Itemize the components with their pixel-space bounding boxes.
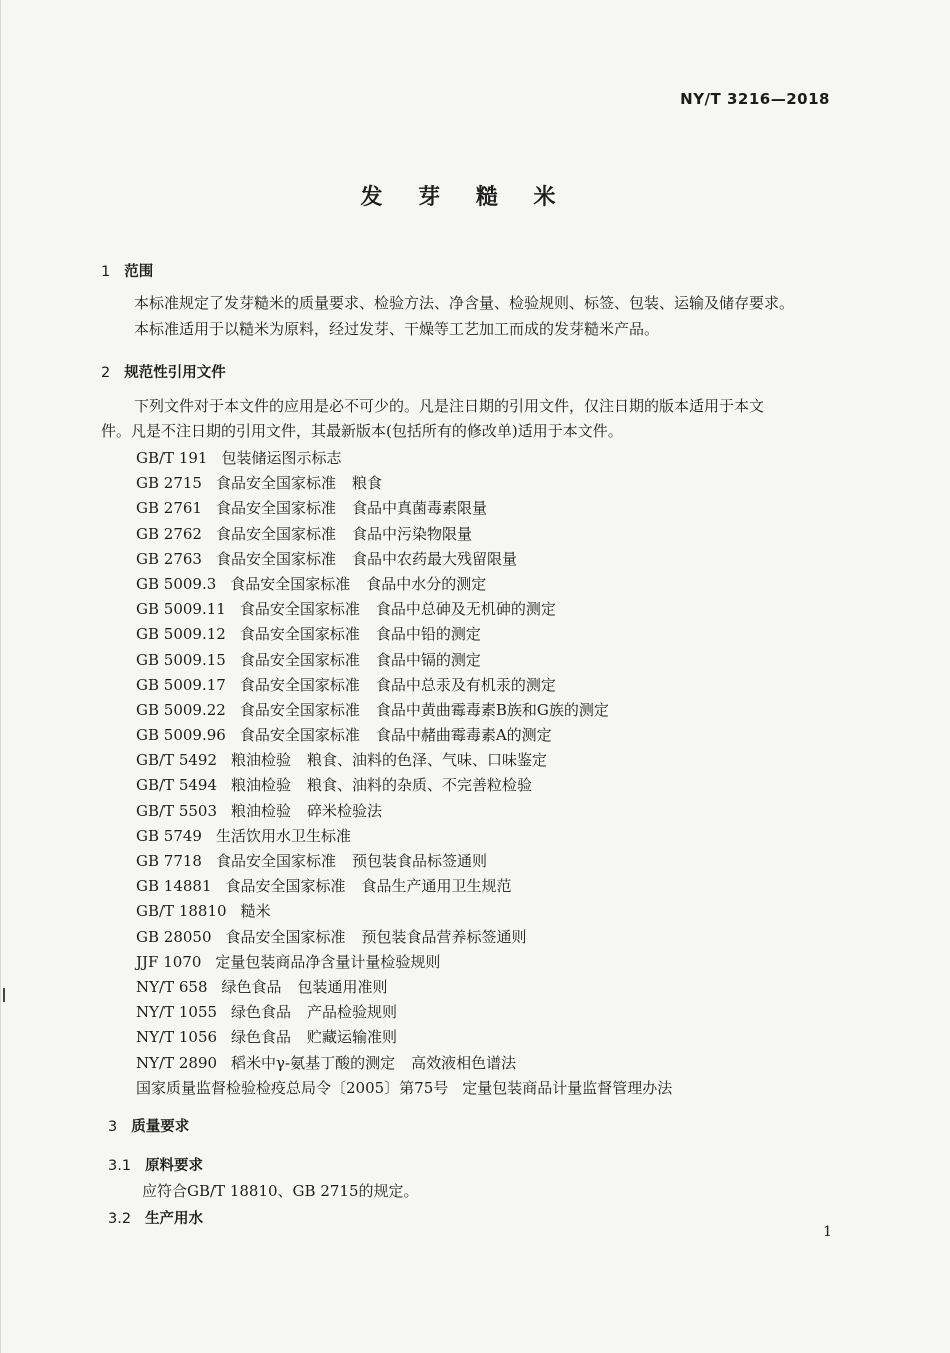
- raw-material-requirement: 应符合GB/T 18810、GB 2715的规定。: [142, 1182, 419, 1200]
- list-item: [136, 975, 688, 1000]
- reference-title: 稻米中γ-氨基丁酸的测定: [231, 1053, 396, 1072]
- list-item: [136, 471, 688, 496]
- list-item: [136, 1051, 688, 1076]
- reference-subtitle: 食品中农药最大残留限量: [351, 549, 517, 568]
- list-item: [136, 1000, 688, 1025]
- reference-code: GB 2762: [136, 524, 202, 543]
- reference-code: JJF 1070: [136, 952, 202, 971]
- reference-code: GB 5009.22: [136, 700, 226, 719]
- list-item: [136, 824, 688, 849]
- list-item: [136, 723, 688, 748]
- reference-subtitle: 食品中铅的测定: [375, 625, 481, 644]
- reference-code: NY/T 2890: [136, 1053, 218, 1072]
- list-item: [136, 698, 688, 723]
- reference-list: [136, 446, 688, 1101]
- section-title: 规范性引用文件: [124, 365, 226, 381]
- reference-code: GB 5009.12: [136, 625, 226, 644]
- reference-code: GB 5009.96: [136, 726, 226, 745]
- reference-subtitle: 粮食: [351, 474, 382, 493]
- normative-intro-line-1: 下列文件对于本文件的应用是必不可少的。凡是注日期的引用文件，仅注日期的版本适用于本文: [134, 397, 765, 415]
- list-item: [136, 673, 688, 698]
- subsection-3-2-heading: [108, 1207, 203, 1228]
- reference-title: 包装储运图示标志: [221, 449, 342, 467]
- reference-code: NY/T 1056: [136, 1028, 218, 1047]
- reference-code: GB/T 5503: [136, 801, 218, 820]
- reference-code: GB 28050: [136, 927, 212, 946]
- list-item: [136, 547, 688, 572]
- list-item: [136, 446, 688, 471]
- reference-subtitle: 食品中赭曲霉毒素A的测定: [375, 726, 552, 745]
- list-item: [136, 849, 688, 874]
- list-item: [136, 899, 688, 924]
- reference-title: 粮油检验: [231, 751, 292, 770]
- list-item: [136, 773, 688, 798]
- scan-mark: [3, 988, 5, 1002]
- reference-title: 食品安全国家标准: [239, 650, 360, 669]
- reference-code: GB 5009.3: [136, 574, 217, 593]
- reference-title: 食品安全国家标准: [215, 474, 336, 493]
- reference-title: 定量包装商品净含量计量检验规则: [215, 952, 441, 971]
- reference-subtitle: 食品中污染物限量: [351, 524, 472, 543]
- reference-title: 食品安全国家标准: [239, 600, 360, 619]
- reference-code: GB 2763: [136, 549, 202, 568]
- section-number: 1: [101, 264, 111, 280]
- section-title: 范围: [124, 264, 154, 280]
- section-3-heading: [108, 1115, 189, 1136]
- list-item: [136, 648, 688, 673]
- reference-subtitle: 食品中黄曲霉毒素B族和G族的测定: [375, 700, 609, 719]
- reference-subtitle: 食品中镉的测定: [375, 650, 481, 669]
- reference-title: 食品安全国家标准: [239, 625, 360, 644]
- reference-code: 国家质量监督检验检疫总局令〔2005〕第75号: [136, 1078, 449, 1097]
- reference-title: 生活饮用水卫生标准: [215, 826, 351, 845]
- list-item: [136, 572, 688, 597]
- reference-code: GB 5009.11: [136, 600, 226, 619]
- reference-title: 粮油检验: [231, 801, 292, 820]
- reference-subtitle: 贮藏运输准则: [307, 1028, 398, 1047]
- list-item: [136, 925, 688, 950]
- reference-subtitle: 碎米检验法: [307, 801, 383, 820]
- list-item: [136, 622, 688, 647]
- normative-intro-line-2: 件。凡是不注日期的引用文件，其最新版本(包括所有的修改单)适用于本文件。: [101, 422, 623, 440]
- list-item: [136, 522, 688, 547]
- section-number: 3: [108, 1119, 118, 1135]
- subsection-number: 3.1: [108, 1158, 132, 1174]
- subsection-title: 原料要求: [145, 1158, 204, 1174]
- page-number: 1: [823, 1224, 832, 1240]
- reference-code: NY/T 1055: [136, 1003, 218, 1022]
- reference-code: GB 2761: [136, 499, 202, 518]
- list-item: [136, 496, 688, 521]
- section-number: 2: [101, 365, 111, 381]
- subsection-3-1-heading: [108, 1154, 203, 1175]
- reference-title: 食品安全国家标准: [239, 700, 360, 719]
- reference-title: 食品安全国家标准: [239, 726, 360, 745]
- reference-title: 粮油检验: [231, 776, 292, 795]
- reference-title: 食品安全国家标准: [215, 549, 336, 568]
- reference-title: 绿色食品: [231, 1003, 292, 1022]
- reference-subtitle: 食品生产通用卫生规范: [361, 877, 512, 896]
- reference-title: 食品安全国家标准: [239, 675, 360, 694]
- reference-code: GB/T 191: [136, 449, 208, 467]
- reference-title: 糙米: [240, 902, 271, 921]
- list-item: [136, 597, 688, 622]
- reference-code: GB 2715: [136, 474, 202, 493]
- reference-subtitle: 包装通用准则: [297, 977, 388, 996]
- reference-subtitle: 食品中水分的测定: [366, 574, 487, 593]
- list-item: [136, 950, 688, 975]
- reference-title: 绿色食品: [221, 977, 282, 996]
- section-2-heading: [101, 361, 226, 382]
- reference-subtitle: 产品检验规则: [307, 1003, 398, 1022]
- reference-title: 食品安全国家标准: [215, 852, 336, 870]
- scope-paragraph-2: 本标准适用于以糙米为原料，经过发芽、干燥等工艺加工而成的发芽糙米产品。: [134, 320, 660, 338]
- standard-code: NY/T 3216—2018: [680, 90, 830, 108]
- reference-title: 食品安全国家标准: [225, 927, 346, 946]
- document-title: 发 芽 糙 米: [360, 185, 570, 210]
- reference-title: 定量包装商品计量监督管理办法: [462, 1078, 673, 1097]
- reference-code: GB/T 5494: [136, 776, 218, 795]
- reference-code: GB 5749: [136, 826, 202, 845]
- reference-code: GB/T 5492: [136, 751, 218, 770]
- reference-title: 绿色食品: [231, 1028, 292, 1047]
- reference-subtitle: 预包装食品标签通则: [351, 852, 487, 870]
- reference-title: 食品安全国家标准: [215, 499, 336, 518]
- list-item: [136, 1076, 688, 1101]
- list-item: [136, 1025, 688, 1050]
- reference-code: GB 14881: [136, 877, 212, 896]
- reference-code: NY/T 658: [136, 977, 208, 996]
- subsection-number: 3.2: [108, 1211, 132, 1227]
- reference-title: 食品安全国家标准: [225, 877, 346, 896]
- reference-code: GB 7718: [136, 852, 202, 870]
- reference-code: GB 5009.15: [136, 650, 226, 669]
- reference-title: 食品安全国家标准: [215, 524, 336, 543]
- section-1-heading: [101, 260, 153, 281]
- scope-paragraph-1: 本标准规定了发芽糙米的质量要求、检验方法、净含量、检验规则、标签、包装、运输及储存要求。: [134, 294, 795, 312]
- section-title: 质量要求: [131, 1119, 190, 1135]
- reference-subtitle: 食品中真菌毒素限量: [351, 499, 487, 518]
- reference-code: GB 5009.17: [136, 675, 226, 694]
- subsection-title: 生产用水: [145, 1211, 204, 1227]
- reference-title: 食品安全国家标准: [230, 574, 351, 593]
- reference-subtitle: 高效液相色谱法: [411, 1053, 517, 1072]
- reference-code: GB/T 18810: [136, 902, 227, 921]
- reference-subtitle: 食品中总砷及无机砷的测定: [375, 600, 556, 619]
- list-item: [136, 748, 688, 773]
- reference-subtitle: 粮食、油料的杂质、不完善粒检验: [307, 776, 533, 795]
- reference-subtitle: 预包装食品营养标签通则: [361, 927, 527, 946]
- reference-subtitle: 粮食、油料的色泽、气味、口味鉴定: [307, 751, 548, 770]
- list-item: [136, 874, 688, 899]
- list-item: [136, 799, 688, 824]
- reference-subtitle: 食品中总汞及有机汞的测定: [375, 675, 556, 694]
